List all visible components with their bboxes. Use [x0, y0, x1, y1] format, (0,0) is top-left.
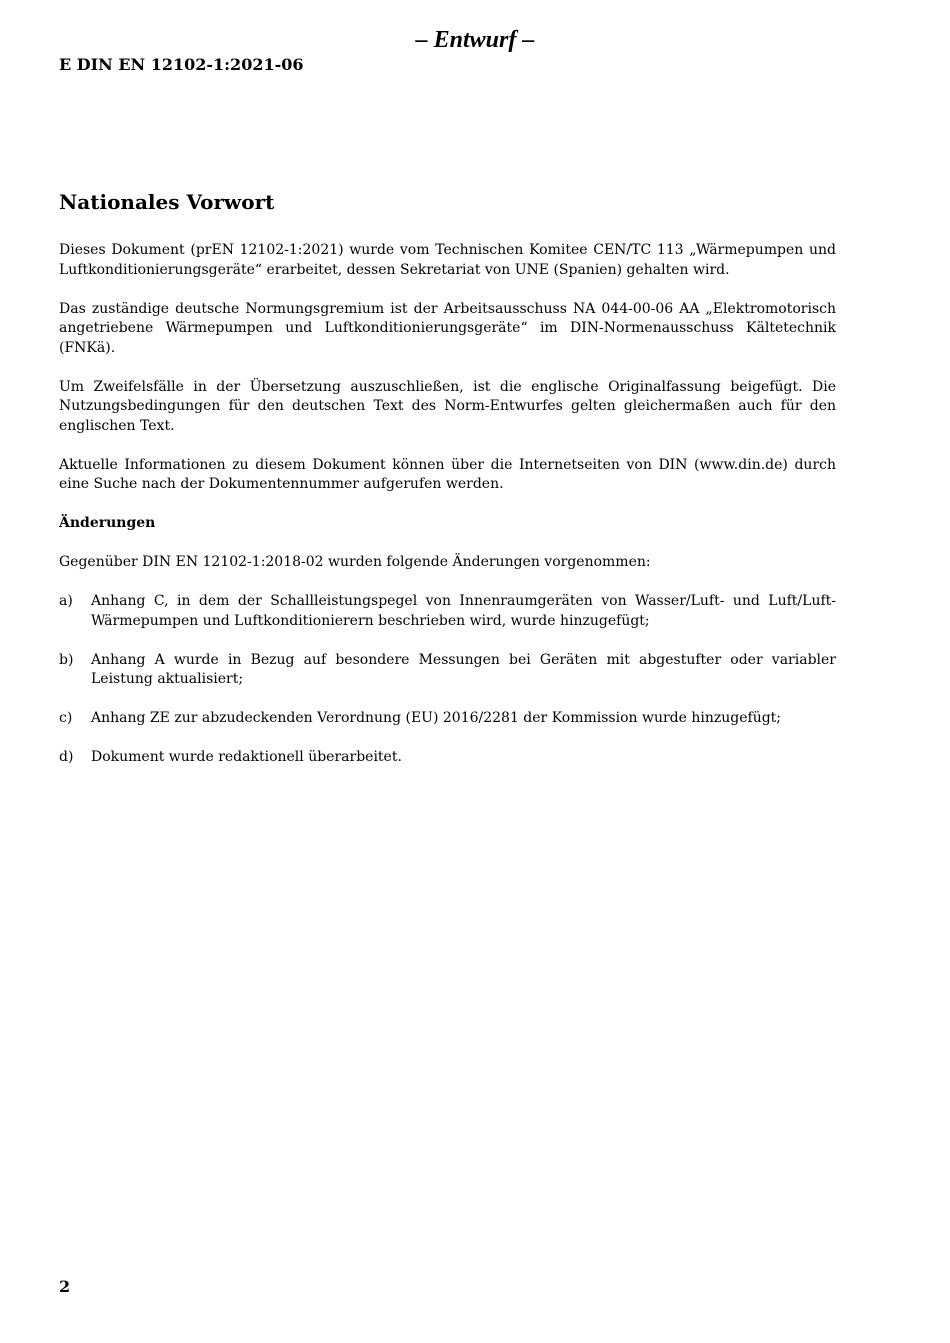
document-id: E DIN EN 12102-1:2021-06: [59, 55, 304, 74]
paragraph: Dieses Dokument (prEN 12102-1:2021) wurde vom Technischen Komitee CEN/TC 113 „Wärmepumpen und Luftkonditionierungsgeräte“ erarbeitet, dessen Sekretariat von UNE (Spanien) gehalten wird.: [59, 242, 836, 278]
list-item: [59, 651, 836, 690]
list-marker: d): [59, 749, 74, 765]
changes-intro: Gegenüber DIN EN 12102-1:2018-02 wurden folgende Änderungen vorgenommen:: [59, 554, 651, 570]
list-item-text: Anhang ZE zur abzudeckenden Verordnung (EU) 2016/2281 der Kommission wurde hinzugefügt;: [91, 710, 782, 726]
list-item: [59, 592, 836, 631]
draft-label: – Entwurf –: [415, 27, 535, 53]
paragraph: Das zuständige deutsche Normungsgremium ist der Arbeitsausschuss NA 044-00-06 AA „Elektromotorisch angetriebene Wärmepumpen und Luftkonditionierungsgeräte“ im DIN-Normenausschuss Kältetechnik (FNKä).: [59, 300, 836, 356]
list-marker: c): [59, 710, 73, 726]
list-item-text: Anhang C, in dem der Schallleistungspegel von Innenraumgeräten von Wasser/Luft- und Luft/Luft-Wärmepumpen und Luftkonditionierern beschrieben wird, wurde hinzugefügt;: [91, 593, 836, 629]
list-item: [59, 748, 836, 768]
section-title: Nationales Vorwort: [59, 190, 275, 214]
list-item: [59, 709, 836, 729]
list-marker: b): [59, 651, 74, 668]
paragraph: Um Zweifelsfälle in der Übersetzung auszuschließen, ist die englische Originalfassung beigefügt. Die Nutzungsbedingungen für den deutschen Text des Norm-Entwurfes gelten gleichermaßen auch für den englischen Text.: [59, 378, 836, 434]
foreword-section: [59, 188, 836, 768]
list-item-text: Anhang A wurde in Bezug auf besondere Messungen bei Geräten mit abgestufter oder variabler Leistung aktualisiert;: [91, 651, 836, 687]
paragraph: Aktuelle Informationen zu diesem Dokument können über die Internetseiten von DIN (www.din.de) durch eine Suche nach der Dokumentennummer aufgerufen werden.: [59, 456, 836, 492]
changes-heading: Änderungen: [59, 515, 156, 531]
page-number: 2: [59, 1277, 71, 1296]
changes-list: [59, 592, 836, 768]
list-marker: a): [59, 593, 73, 609]
list-item-text: Dokument wurde redaktionell überarbeitet.: [91, 749, 402, 765]
